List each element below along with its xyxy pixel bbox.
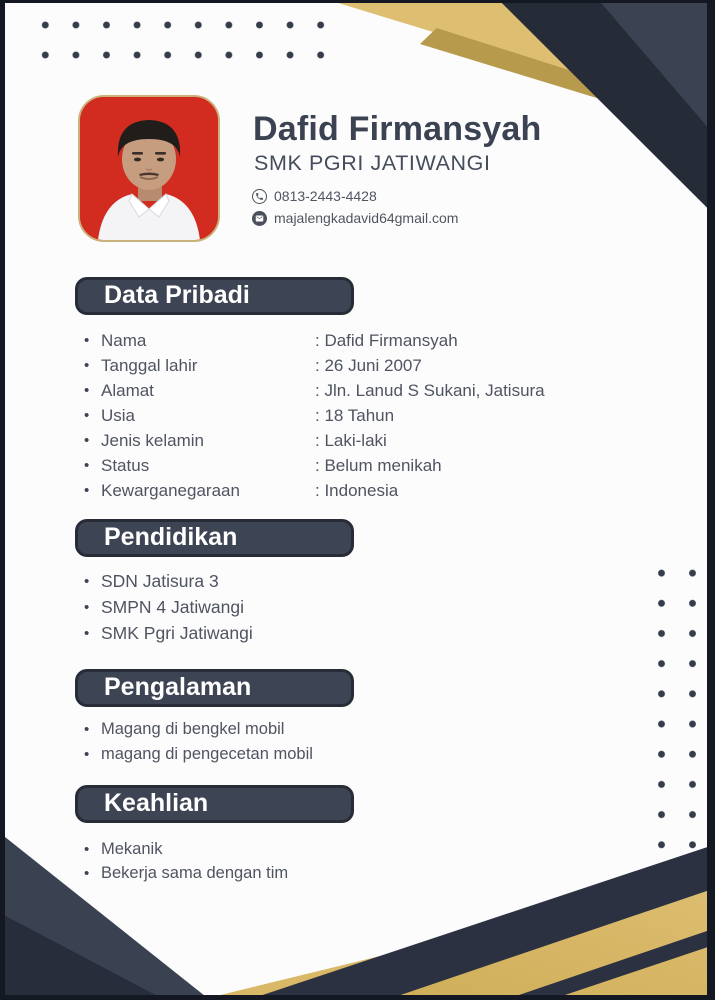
dot-pattern-top-left bbox=[30, 10, 336, 70]
list-item: • Magang di bengkel mobil bbox=[84, 717, 313, 742]
data-pribadi-list bbox=[84, 328, 545, 503]
person-name: Dafid Firmansyah bbox=[253, 110, 542, 148]
data-label: • Status bbox=[101, 455, 150, 475]
data-label: • Usia bbox=[101, 405, 136, 425]
list-item: • magang di pengecetan mobil bbox=[84, 742, 313, 767]
data-row bbox=[84, 428, 545, 453]
list-item: • SMK Pgri Jatiwangi bbox=[84, 620, 253, 646]
data-row bbox=[84, 453, 545, 478]
data-value: : 26 Juni 2007 bbox=[315, 355, 422, 375]
data-value: : Indonesia bbox=[315, 480, 399, 500]
data-row bbox=[84, 378, 545, 403]
school-name: SMK PGRI JATIWANGI bbox=[254, 151, 491, 175]
data-label: • Tanggal lahir bbox=[101, 355, 198, 375]
list-item: • Bekerja sama dengan tim bbox=[84, 861, 288, 885]
data-value: : Belum menikah bbox=[315, 455, 442, 475]
phone-contact bbox=[252, 188, 377, 204]
email-contact bbox=[252, 210, 458, 226]
data-value: : Jln. Lanud S Sukani, Jatisura bbox=[315, 380, 545, 400]
data-label: • Nama bbox=[101, 330, 147, 350]
list-item: • SMPN 4 Jatiwangi bbox=[84, 594, 253, 620]
data-row bbox=[84, 328, 545, 353]
phone-icon bbox=[252, 189, 267, 204]
data-row bbox=[84, 478, 545, 503]
email-icon bbox=[252, 211, 267, 226]
list-item: • Mekanik bbox=[84, 837, 288, 861]
list-item: • SDN Jatisura 3 bbox=[84, 568, 253, 594]
data-value: : Dafid Firmansyah bbox=[315, 330, 458, 350]
pengalaman-list bbox=[84, 717, 313, 767]
data-value: : Laki-laki bbox=[315, 430, 387, 450]
pendidikan-list bbox=[84, 568, 253, 646]
profile-photo bbox=[78, 95, 220, 242]
section-header-keahlian: Keahlian bbox=[75, 785, 354, 823]
email-address: majalengkadavid64gmail.com bbox=[274, 210, 459, 226]
data-row bbox=[84, 353, 545, 378]
data-label: • Jenis kelamin bbox=[101, 430, 204, 450]
data-label: • Alamat bbox=[101, 380, 154, 400]
data-value: : 18 Tahun bbox=[315, 405, 395, 425]
keahlian-list bbox=[84, 837, 288, 885]
section-header-data-pribadi: Data Pribadi bbox=[75, 277, 354, 315]
phone-number: 0813-2443-4428 bbox=[274, 188, 377, 204]
section-header-pengalaman: Pengalaman bbox=[75, 669, 354, 707]
profile-photo-illustration bbox=[80, 97, 218, 240]
data-row bbox=[84, 403, 545, 428]
dot-pattern-right bbox=[646, 558, 708, 860]
section-header-pendidikan: Pendidikan bbox=[75, 519, 354, 557]
data-label: • Kewarganegaraan bbox=[101, 480, 240, 500]
